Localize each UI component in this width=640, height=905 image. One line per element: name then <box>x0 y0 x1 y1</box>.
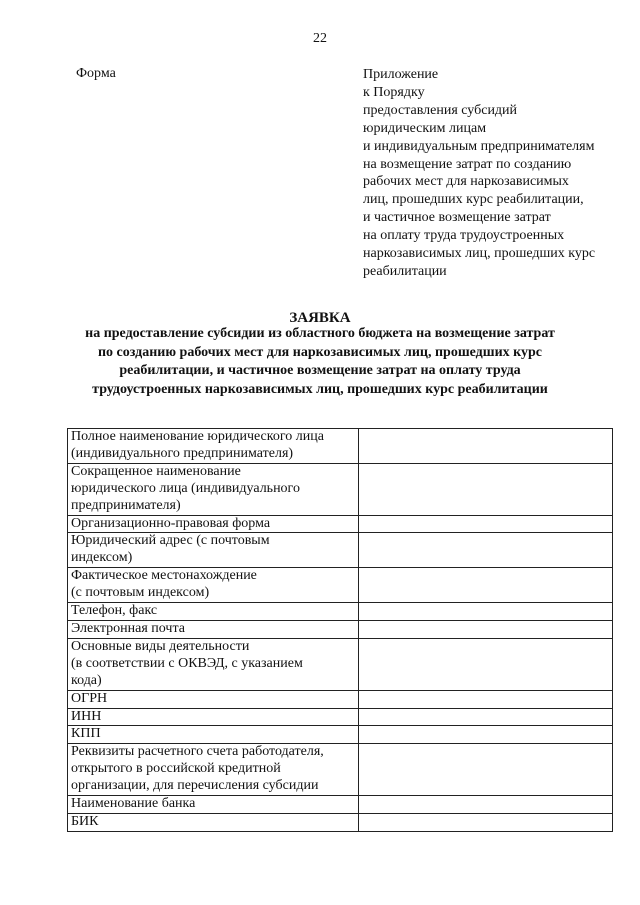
field-label-line: Сокращенное наименование <box>71 463 241 479</box>
field-value-cell[interactable] <box>358 533 612 568</box>
table-row <box>68 568 613 603</box>
field-label-line: юридического лица (индивидуального <box>71 480 300 496</box>
document-title: ЗАЯВКА <box>289 310 351 326</box>
field-value-cell[interactable] <box>358 603 612 621</box>
table-row <box>68 603 613 621</box>
field-label-line: ОГРН <box>71 690 108 706</box>
field-label-cell <box>68 744 359 796</box>
field-label-cell <box>68 463 359 515</box>
field-label-cell <box>68 620 359 638</box>
field-label-line: организации, для перечисления субсидии <box>71 778 319 794</box>
field-label-line: Фактическое местонахождение <box>71 568 257 584</box>
field-value-cell[interactable] <box>358 813 612 831</box>
field-label-cell <box>68 429 359 464</box>
appendix-block <box>363 66 628 281</box>
field-label-line: (индивидуального предпринимателя) <box>71 445 294 461</box>
form-label: Форма <box>76 66 116 81</box>
field-label-line: КПП <box>71 726 101 742</box>
field-label-line: Реквизиты расчетного счета работодателя, <box>71 744 324 760</box>
appendix-line: предоставления субсидий <box>363 102 518 118</box>
subtitle-line: по созданию рабочих мест для наркозависимых лиц, прошедших курс <box>97 344 543 360</box>
table-row <box>68 744 613 796</box>
field-label-line: предпринимателя) <box>71 497 181 513</box>
field-label-line: открытого в российской кредитной <box>71 761 281 777</box>
field-value-cell[interactable] <box>358 796 612 814</box>
field-label-cell <box>68 690 359 708</box>
appendix-line: Приложение <box>363 67 439 82</box>
field-label-line: (в соответствии с ОКВЭД, с указанием <box>71 655 303 671</box>
appendix-line: на возмещение затрат по созданию <box>363 156 572 172</box>
field-label-line: Телефон, факс <box>71 603 158 619</box>
subtitle-line: на предоставление субсидии из областного бюджета на возмещение затрат <box>85 326 555 341</box>
field-label-cell <box>68 638 359 690</box>
field-label-line: Наименование банка <box>71 796 196 812</box>
appendix-line: наркозависимых лиц, прошедших курс <box>363 246 596 262</box>
application-table <box>67 428 613 832</box>
field-label-cell <box>68 708 359 726</box>
subtitle-line: трудоустроенных наркозависимых лиц, прошедших курс реабилитации <box>92 381 548 397</box>
appendix-line: реабилитации <box>363 263 447 279</box>
field-label-cell <box>68 568 359 603</box>
field-label-line: БИК <box>71 813 99 829</box>
field-label-line: ИНН <box>71 708 102 724</box>
table-row <box>68 690 613 708</box>
appendix-line: юридическим лицам <box>363 120 487 136</box>
field-label-line: (с почтовым индексом) <box>71 585 210 601</box>
appendix-line: на оплату труда трудоустроенных <box>363 228 565 244</box>
table-row <box>68 533 613 568</box>
field-label-line: Организационно-правовая форма <box>71 515 271 531</box>
page-number: 22 <box>313 31 327 46</box>
appendix-line: лиц, прошедших курс реабилитации, <box>363 192 584 208</box>
field-label-line: кода) <box>71 672 102 688</box>
field-label-line: Юридический адрес (с почтовым <box>71 533 270 549</box>
field-value-cell[interactable] <box>358 744 612 796</box>
appendix-line: и индивидуальным предпринимателям <box>363 138 595 154</box>
appendix-line: и частичное возмещение затрат <box>363 210 551 226</box>
field-label-cell <box>68 603 359 621</box>
field-label-cell <box>68 726 359 744</box>
field-label-cell <box>68 533 359 568</box>
table-row <box>68 429 613 464</box>
table-row <box>68 708 613 726</box>
table-row <box>68 796 613 814</box>
field-value-cell[interactable] <box>358 620 612 638</box>
table-row <box>68 726 613 744</box>
table-row <box>68 813 613 831</box>
field-label-cell <box>68 796 359 814</box>
field-label-cell <box>68 813 359 831</box>
field-value-cell[interactable] <box>358 726 612 744</box>
table-row <box>68 620 613 638</box>
table-row <box>68 515 613 533</box>
field-value-cell[interactable] <box>358 463 612 515</box>
field-value-cell[interactable] <box>358 638 612 690</box>
subtitle-line: реабилитации, и частичное возмещение затрат на оплату труда <box>119 363 521 378</box>
field-value-cell[interactable] <box>358 568 612 603</box>
field-value-cell[interactable] <box>358 690 612 708</box>
field-value-cell[interactable] <box>358 515 612 533</box>
field-value-cell[interactable] <box>358 708 612 726</box>
table-row <box>68 463 613 515</box>
field-label-line: индексом) <box>71 550 133 566</box>
appendix-line: к Порядку <box>363 84 425 100</box>
field-label-cell <box>68 515 359 533</box>
field-label-line: Основные виды деятельности <box>71 638 250 654</box>
field-label-line: Полное наименование юридического лица <box>71 429 324 444</box>
document-subtitle <box>60 325 580 399</box>
table-row <box>68 638 613 690</box>
field-value-cell[interactable] <box>358 429 612 464</box>
appendix-line: рабочих мест для наркозависимых <box>363 174 569 190</box>
field-label-line: Электронная почта <box>71 620 185 636</box>
